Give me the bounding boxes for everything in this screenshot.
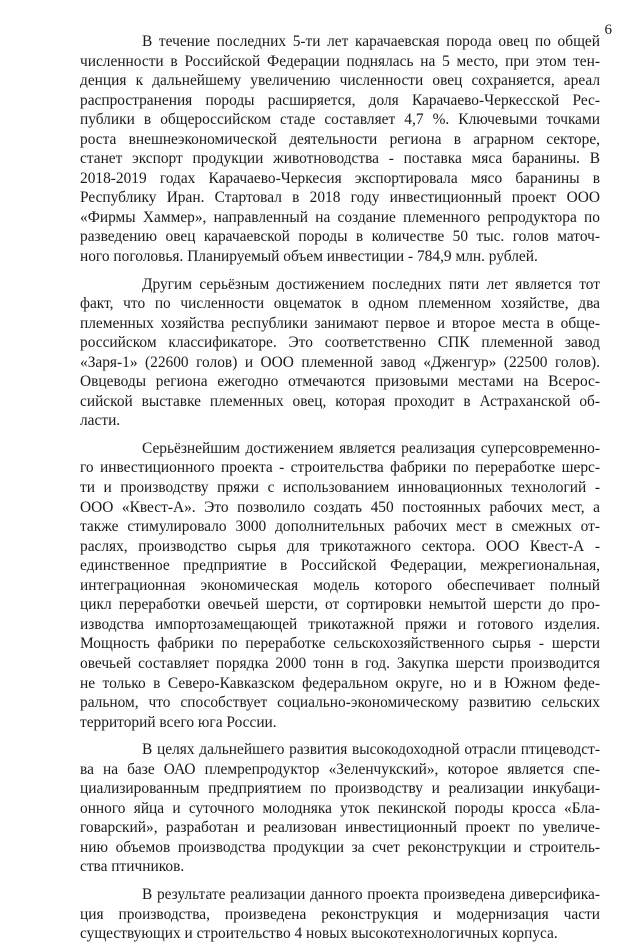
- text-line: Овцеводы региона ежегодно отмечаются призовыми местами на Всерос-: [80, 373, 600, 391]
- paragraph: [80, 275, 600, 431]
- text-line: ция производства, произведена реконструкция и модернизация части: [80, 905, 600, 923]
- text-line: говарский», разработан и реализован инвестиционный проект по увеличе-: [80, 819, 600, 837]
- text-line: Другим серьёзным достижением последних пяти лет является тот: [142, 275, 600, 293]
- text-line: численности в Российской Федерации поднялась на 5 место, при этом тен-: [80, 52, 600, 70]
- text-line: также стимулировало 3000 дополнительных рабочих мест в смежных от-: [80, 518, 600, 536]
- text-line: разведению овец карачаевской породы в количестве 50 тыс. голов маточ-: [80, 228, 600, 246]
- text-line: Мощность фабрики по переработке сельскохозяйственного сырья - шерсти: [80, 635, 600, 653]
- paragraph: [80, 439, 600, 732]
- text-line: ти и производству пряжи с использованием инновационных технологий -: [80, 479, 600, 497]
- text-line: В целях дальнейшего развития высокодоходной отрасли птицеводст-: [142, 741, 600, 759]
- text-line: Серьёзнейшим достижением является реализация суперсовременно-: [142, 439, 600, 457]
- text-line: изводства импортозамещающей трикотажной пряжи и готового изделия.: [80, 615, 600, 633]
- paragraph: [80, 885, 600, 944]
- page-number: 6: [604, 22, 612, 38]
- text-line: ральном, что способствует социально-экономическому развитию сельских: [80, 694, 600, 712]
- text-line: интеграционная экономическая модель которого обеспечивает полный: [80, 576, 600, 594]
- text-line: нию объемов производства продукции за счет реконструкции и строитель-: [80, 838, 600, 856]
- text-line: ва на базе ОАО племрепродуктор «Зеленчукский», которое является спе-: [80, 760, 600, 778]
- text-line: Республику Иран. Стартовал в 2018 году инвестиционный проект ООО: [80, 189, 600, 207]
- text-line: российском классификаторе. Это соответственно СПК племенной завод: [80, 334, 600, 352]
- text-line: 2018-2019 годах Карачаево-Черкесия экспортировала мясо баранины в: [80, 169, 600, 187]
- text-line: ООО «Квест-А». Это позволило создать 450 постоянных рабочих мест, а: [80, 498, 600, 516]
- text-line: существующих и строительство 4 новых высокотехнологичных корпуса.: [80, 925, 558, 943]
- text-line: роста внешнеэкономической деятельности региона в аграрном секторе,: [80, 130, 600, 148]
- text-line: ного поголовья. Планируемый объем инвестиции - 784,9 млн. рублей.: [80, 248, 538, 266]
- text-line: не только в Северо-Кавказском федеральном округе, но и в Южном феде-: [80, 674, 600, 692]
- text-line: публики в общероссийском стаде составляет 4,7 %. Ключевыми точками: [80, 111, 600, 129]
- document-body: [80, 32, 600, 952]
- text-line: раслях, производство сырья для трикотажного сектора. ООО Квест-А -: [80, 537, 600, 555]
- text-line: В течение последних 5-ти лет карачаевская порода овец по общей: [142, 33, 600, 50]
- text-line: го инвестиционного проекта - строительства фабрики по переработке шерс-: [80, 459, 600, 477]
- text-line: единственное предприятие в Российской Федерации, межрегиональная,: [80, 557, 600, 575]
- text-line: территорий всего юга России.: [80, 713, 277, 731]
- text-line: сийской выставке племенных овец, которая проходит в Астраханской об-: [80, 392, 600, 410]
- text-line: В результате реализации данного проекта произведена диверсифика-: [142, 885, 600, 903]
- text-line: «Фирмы Хаммер», направленный на создание племенного репродуктора по: [80, 208, 600, 226]
- paragraph: [80, 740, 600, 877]
- text-line: овечьей составляет порядка 2000 тонн в год. Закупка шерсти производится: [80, 654, 600, 672]
- text-line: ласти.: [80, 412, 121, 430]
- text-line: ства птичников.: [80, 858, 185, 876]
- text-line: цикл переработки овечьей шерсти, от сортировки немытой шерсти до про-: [80, 596, 600, 614]
- text-line: распространения породы расширяется, доля Карачаево-Черкесской Рес-: [80, 91, 600, 109]
- text-line: циализированным предприятием по производству и реализации инкубаци-: [80, 780, 600, 798]
- text-line: денция к дальнейшему увеличению численности овец сохраняется, ареал: [80, 72, 600, 90]
- text-line: «Заря-1» (22600 голов) и ООО племенной завод «Дженгур» (22500 голов).: [80, 353, 600, 371]
- text-line: факт, что по численности овцематок в одном племенном хозяйстве, два: [80, 295, 600, 313]
- text-line: станет экспорт продукции животноводства - поставка мяса баранины. В: [80, 150, 600, 168]
- text-line: онного яйца и суточного молодняка уток пекинской породы кросса «Бла-: [80, 799, 600, 817]
- text-line: племенных хозяйства республики занимают первое и второе места в обще-: [80, 314, 600, 332]
- paragraph: [80, 32, 600, 267]
